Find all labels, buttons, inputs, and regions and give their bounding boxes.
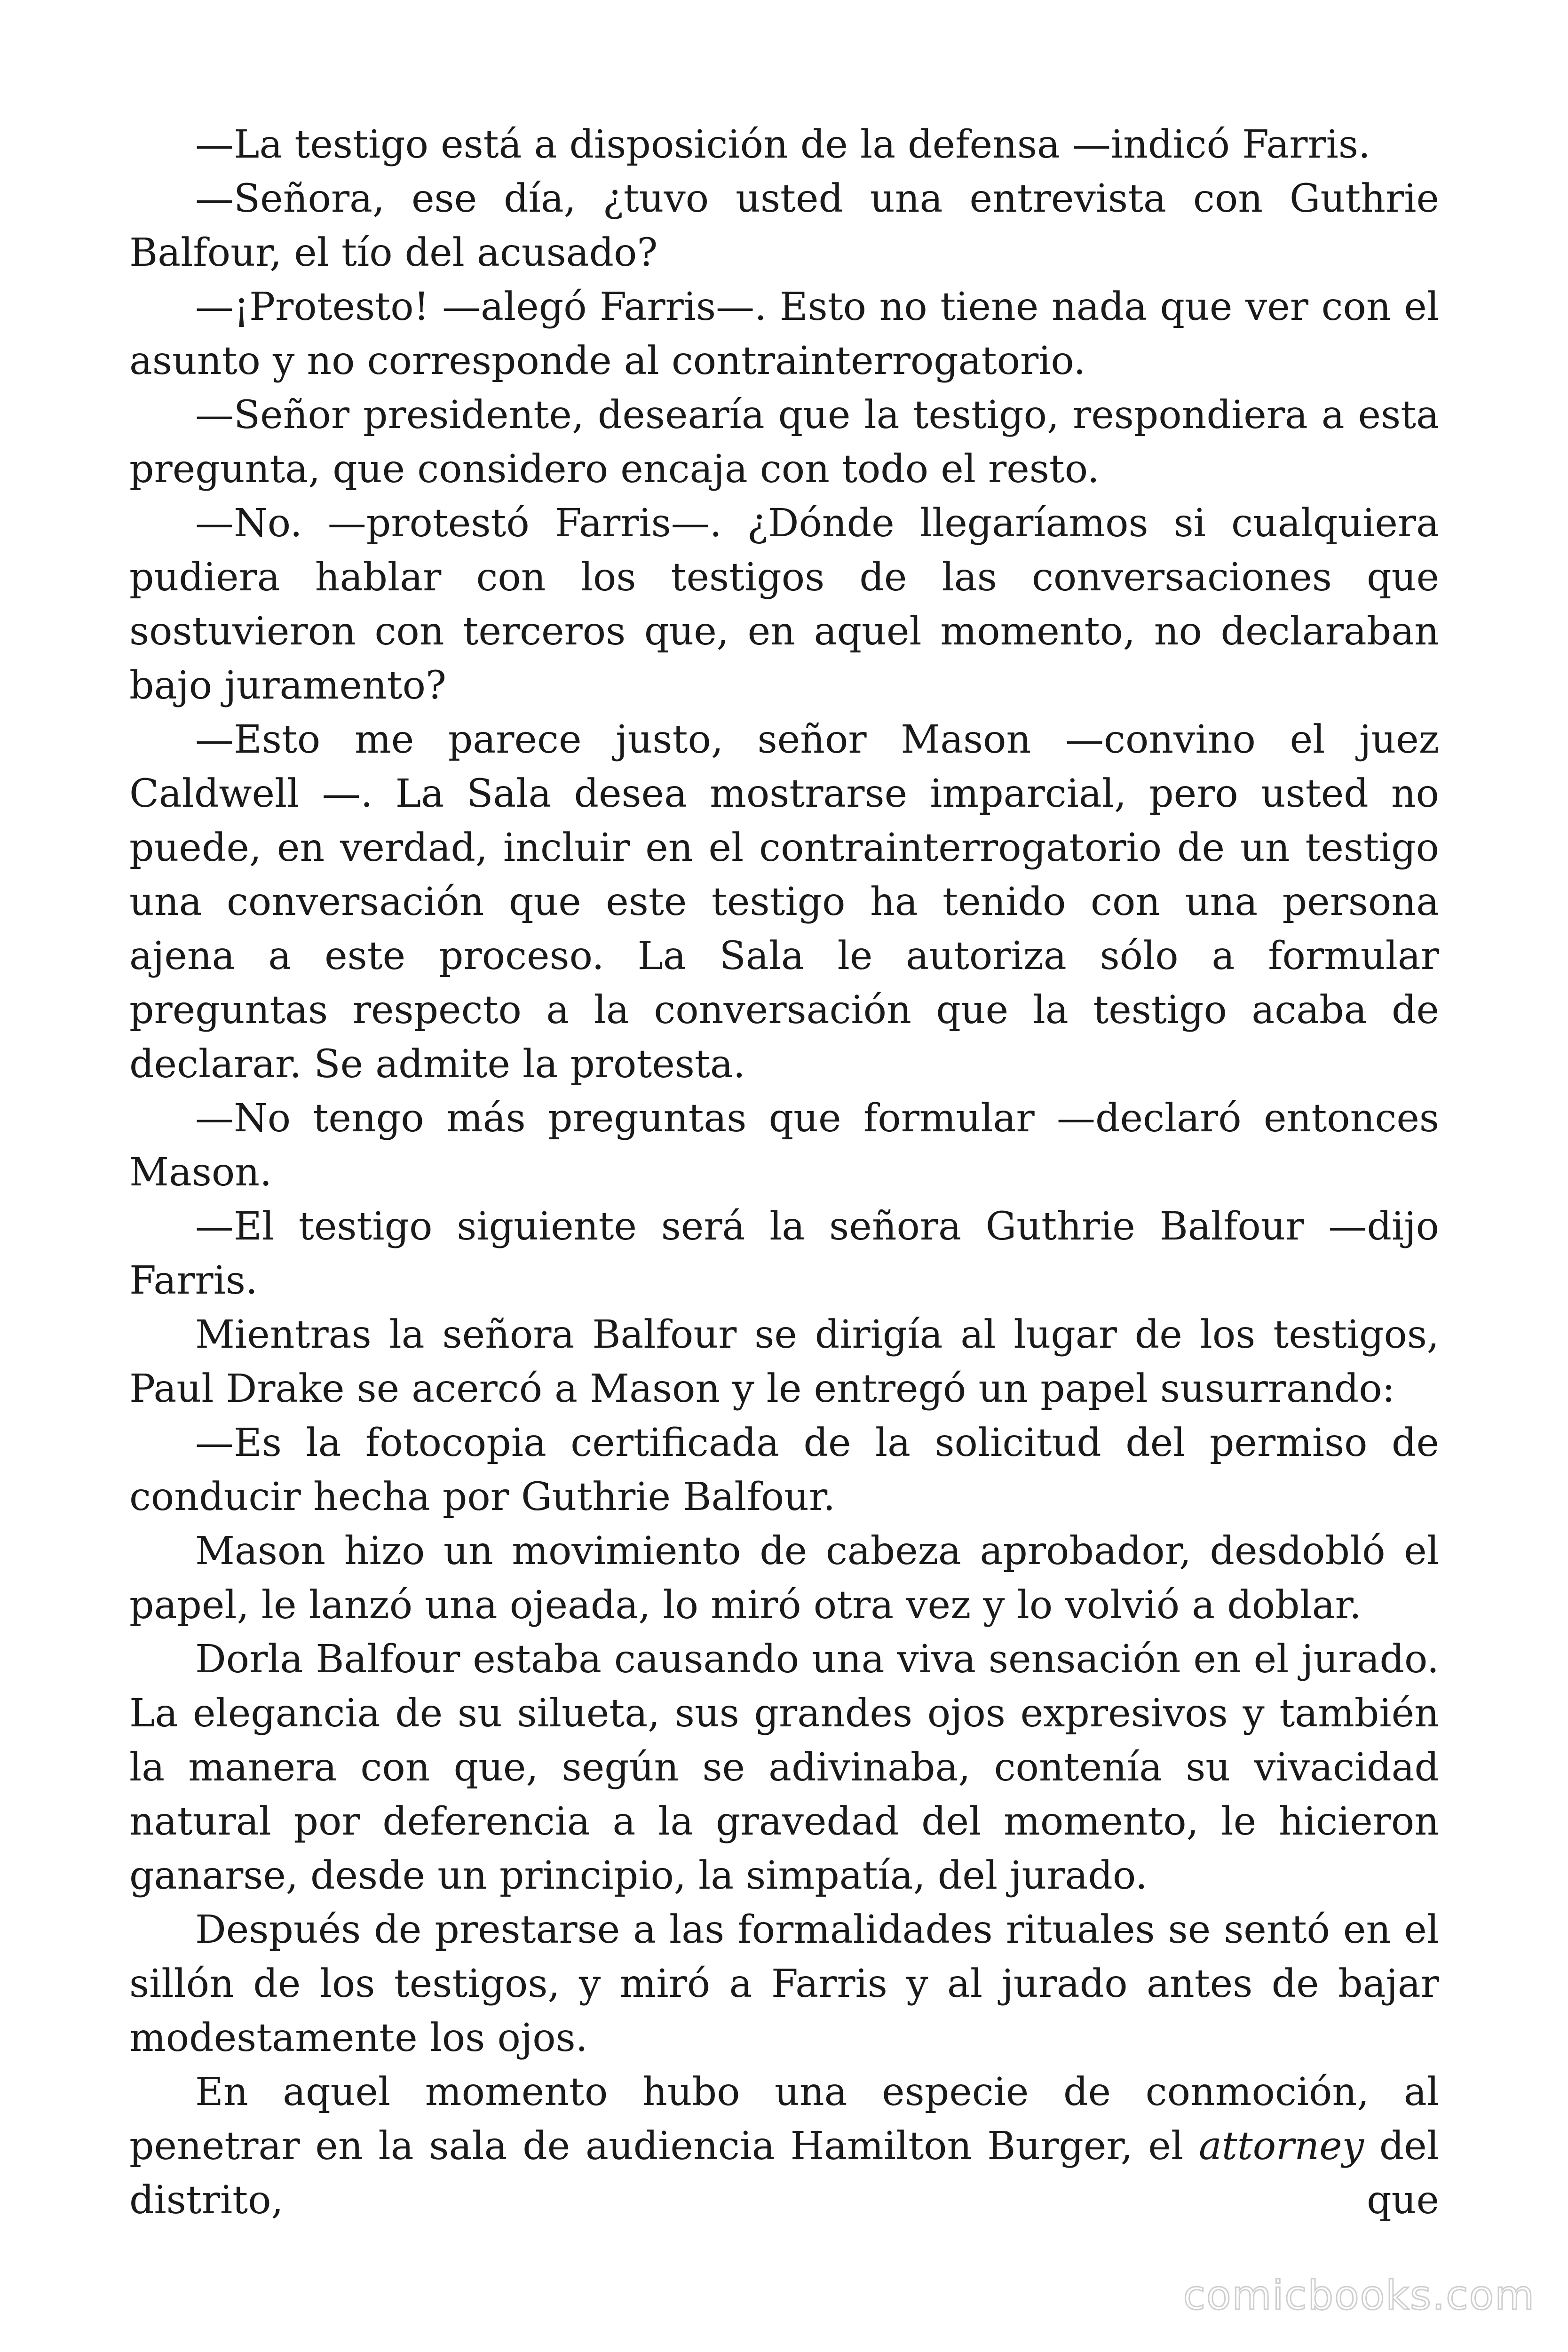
paragraph-text-after: del distrito, que: [129, 2124, 1440, 2223]
paragraph: —Es la fotocopia certificada de la solicitud del permiso de conducir hecha por Guthrie Balfour.: [129, 1421, 1439, 1519]
paragraph: —No. —protestó Farris—. ¿Dónde llegaríamos si cualquiera pudiera hablar con los testigos de las conversaciones que sostuvieron con terceros que, en aquel momento, no declaraban bajo juramento?: [129, 501, 1439, 708]
paragraph-text-before: En aquel momento hubo una especie de conmoción, al penetrar en la sala de audiencia Hamilton Burger, el: [129, 2070, 1439, 2169]
paragraph: —Señora, ese día, ¿tuvo usted una entrevista con Guthrie Balfour, el tío del acusado?: [129, 176, 1439, 275]
paragraph: Mientras la señora Balfour se dirigía al lugar de los testigos, Paul Drake se acercó a Mason y le entregó un papel susurrando:: [129, 1312, 1439, 1411]
watermark: comicbooks.com: [1183, 2272, 1535, 2319]
paragraph: —La testigo está a disposición de la defensa —indicó Farris.: [195, 122, 1370, 167]
paragraph: —Señor presidente, desearía que la testigo, respondiera a esta pregunta, que considero encaja con todo el resto.: [129, 393, 1439, 492]
book-page-text: [129, 118, 1439, 2227]
paragraph: Mason hizo un movimiento de cabeza aprobador, desdobló el papel, le lanzó una ojeada, lo miró otra vez y lo volvió a doblar.: [129, 1529, 1439, 1628]
paragraph: —Esto me parece justo, señor Mason —convino el juez Caldwell —. La Sala desea mostrarse imparcial, pero usted no puede, en verdad, incluir en el contrainterrogatorio de un testigo una conversación que este testigo ha tenido con una persona ajena a este proceso. La Sala le autoriza sólo a formular preguntas respecto a la conversación que la testigo acaba de declarar. Se admite la protesta.: [129, 717, 1439, 1087]
paragraph: Después de prestarse a las formalidades rituales se sentó en el sillón de los testigos, y miró a Farris y al jurado antes de bajar modestamente los ojos.: [129, 1907, 1439, 2060]
paragraph: —No tengo más preguntas que formular —declaró entonces Mason.: [129, 1096, 1439, 1195]
paragraph: —El testigo siguiente será la señora Guthrie Balfour —dijo Farris.: [129, 1204, 1439, 1303]
paragraph: Dorla Balfour estaba causando una viva sensación en el jurado. La elegancia de su silueta, sus grandes ojos expresivos y también la manera con que, según se adivinaba, contenía su vivacidad natural por deferencia a la gravedad del momento, le hicieron ganarse, desde un principio, la simpatía, del jurado.: [129, 1637, 1439, 1898]
paragraph: —¡Protesto! —alegó Farris—. Esto no tiene nada que ver con el asunto y no corresponde al contrainterrogatorio.: [129, 285, 1439, 383]
paragraph-continued: [129, 2065, 1439, 2227]
italic-term: attorney: [1198, 2124, 1364, 2169]
